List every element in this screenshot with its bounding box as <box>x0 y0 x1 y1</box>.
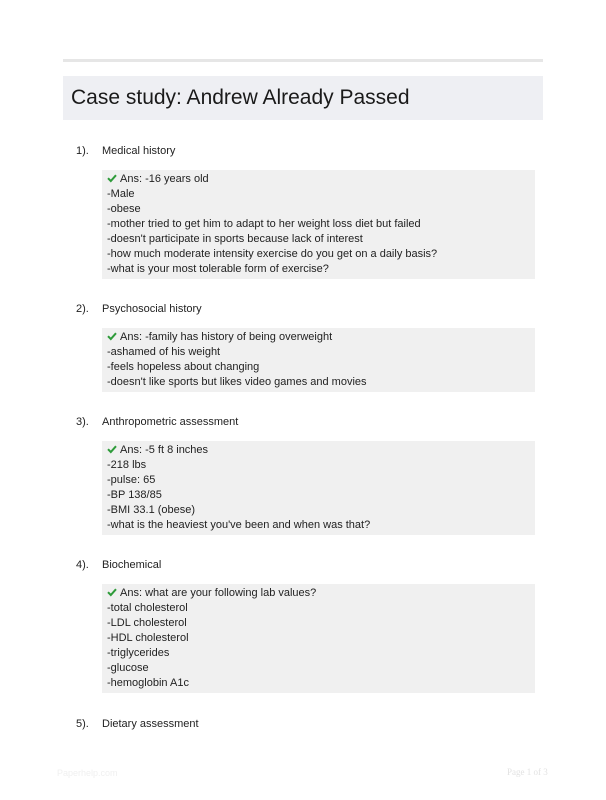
question-number: 4). <box>76 559 89 571</box>
answer-line: -hemoglobin A1c <box>107 677 189 689</box>
page-title: Case study: Andrew Already Passed <box>71 86 410 109</box>
answer-line: -Male <box>107 188 135 200</box>
answer-line: -doesn't participate in sports because lack of interest <box>107 233 363 245</box>
answer-line: -obese <box>107 203 141 215</box>
answer-first-line: Ans: what are your following lab values? <box>107 586 530 601</box>
answer-box <box>102 584 535 693</box>
answer-line: -BP 138/85 <box>107 489 162 501</box>
question-label: Dietary assessment <box>102 718 199 730</box>
answer-line: -LDL cholesterol <box>107 617 187 629</box>
question-label: Anthropometric assessment <box>102 416 239 428</box>
question-label: Biochemical <box>102 559 162 571</box>
page-indicator: Page 1 of 3 <box>507 767 548 777</box>
answer-line: -triglycerides <box>107 647 170 659</box>
question-label: Medical history <box>102 145 176 157</box>
title-banner <box>63 76 543 120</box>
answer-line: -ashamed of his weight <box>107 346 221 358</box>
answer-line: -total cholesterol <box>107 602 188 614</box>
top-divider <box>63 59 543 62</box>
answer-line: -pulse: 65 <box>107 474 156 486</box>
answer-line: -what is your most tolerable form of exercise? <box>107 263 329 275</box>
answer-box <box>102 441 535 535</box>
answer-line: -what is the heaviest you've been and when was that? <box>107 519 371 531</box>
answer-line: -how much moderate intensity exercise do you get on a daily basis? <box>107 248 438 260</box>
answer-line: -BMI 33.1 (obese) <box>107 504 196 516</box>
answer-line: -HDL cholesterol <box>107 632 189 644</box>
answer-first-line: Ans: -5 ft 8 inches <box>107 443 530 458</box>
answer-first-line: Ans: -family has history of being overweight <box>107 330 530 345</box>
check-icon <box>107 331 117 341</box>
check-icon <box>107 587 117 597</box>
answer-line: -218 lbs <box>107 459 147 471</box>
question-number: 5). <box>76 718 89 730</box>
answer-first-line: Ans: -16 years old <box>107 172 530 187</box>
question-number: 1). <box>76 145 89 157</box>
answer-line: -feels hopeless about changing <box>107 361 260 373</box>
question-number: 2). <box>76 303 89 315</box>
footer-watermark: Paperhelp.com <box>57 768 118 778</box>
answer-line: -mother tried to get him to adapt to her weight loss diet but failed <box>107 218 421 230</box>
check-icon <box>107 173 117 183</box>
answer-box <box>102 170 535 279</box>
question-number: 3). <box>76 416 89 428</box>
answer-line: -doesn't like sports but likes video games and movies <box>107 376 367 388</box>
check-icon <box>107 444 117 454</box>
answer-box <box>102 328 535 392</box>
question-label: Psychosocial history <box>102 303 202 315</box>
answer-line: -glucose <box>107 662 149 674</box>
